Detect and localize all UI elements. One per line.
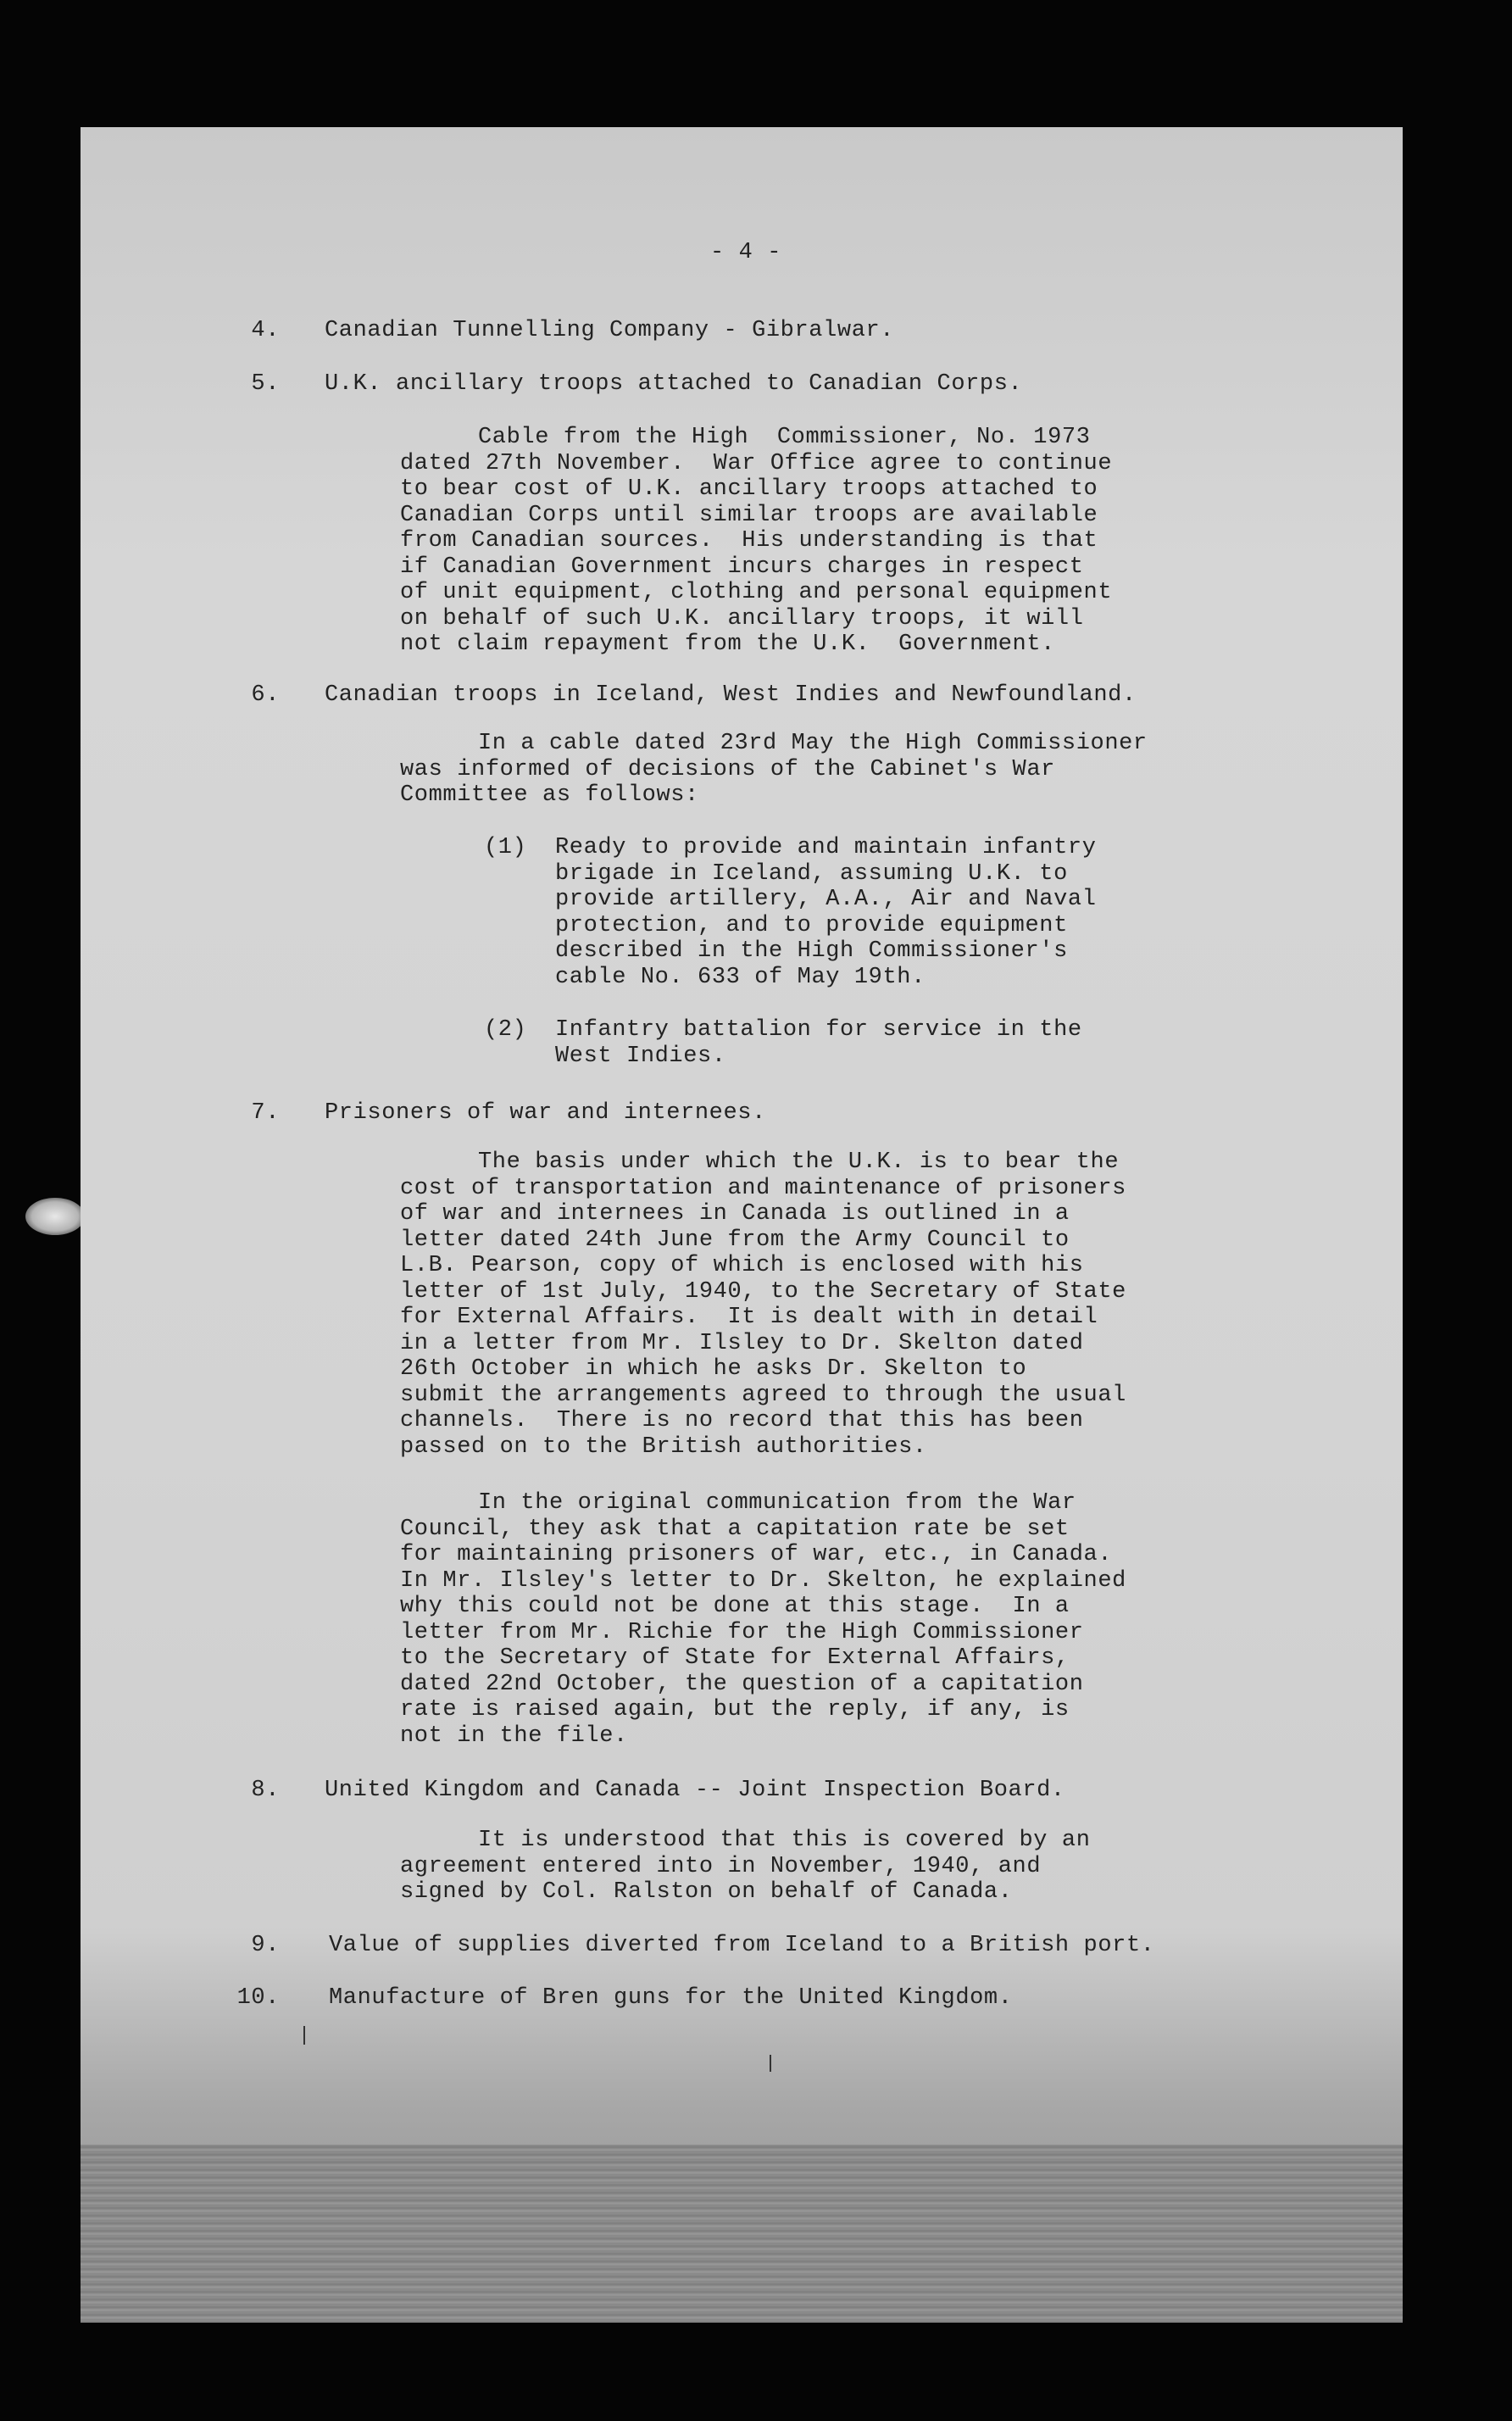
stray-mark <box>770 2055 771 2072</box>
item-title: United Kingdom and Canada -- Joint Inspection Board. <box>325 1778 1065 1803</box>
item-number: 4. <box>251 318 280 343</box>
item-number: 7. <box>251 1100 280 1126</box>
item-body: In a cable dated 23rd May the High Commissioner was informed of decisions of the Cabinet's War Committee as follows: <box>400 731 1148 808</box>
item-body: Cable from the High Commissioner, No. 1973 dated 27th November. War Office agree to continue to bear cost of U.K. ancillary troops attached to Canadian Corps until similar troops are available from Canadian sources. His understanding is that if Canadian Government incurs charges in respect of unit equipment, clothing and personal equipment on behalf of such U.K. ancillary troops, it will not claim repayment from the U.K. Government. <box>400 425 1113 657</box>
item-title: Prisoners of war and internees. <box>325 1100 766 1126</box>
item-number: 5. <box>251 371 280 397</box>
subitem-text: Infantry battalion for service in the West Indies. <box>555 1017 1082 1069</box>
item-title: U.K. ancillary troops attached to Canadian Corps. <box>325 371 1023 397</box>
item-body: The basis under which the U.K. is to bear the cost of transportation and maintenance of prisoners of war and internees in Canada is outlined in a letter dated 24th June from the Army Council to L.B. Pearson, copy of which is enclosed with his letter of 1st July, 1940, to the Secretary of State for External Affairs. It is dealt with in detail in a letter from Mr. Ilsley to Dr. Skelton dated 26th October in which he asks Dr. Skelton to submit the arrangements agreed to through the usual channels. There is no record that this has been passed on to the British authorities. <box>400 1149 1126 1460</box>
item-body-continued: In the original communication from the War Council, they ask that a capitation rate be set for maintaining prisoners of war, etc., in Canada. In Mr. Ilsley's letter to Dr. Skelton, he explained why this could not be done at this stage. In a letter from Mr. Richie for the High Commissioner to the Secretary of State for External Affairs, dated 22nd October, the question of a capitation rate is raised again, but the reply, if any, is not in the file. <box>400 1490 1126 1749</box>
subitem-number: (1) <box>484 835 527 860</box>
item-number: 10. <box>236 1985 280 2011</box>
film-light-spot <box>25 1198 85 1235</box>
item-number: 8. <box>251 1778 280 1803</box>
item-number: 6. <box>251 682 280 708</box>
stray-mark <box>303 2026 305 2045</box>
page-bottom-shading <box>81 2145 1403 2323</box>
item-body: It is understood that this is covered by an agreement entered into in November, 1940, and signed by Col. Ralston on behalf of Canada. <box>400 1828 1091 1905</box>
page-number: - 4 - <box>710 240 782 265</box>
item-title: Manufacture of Bren guns for the United Kingdom. <box>329 1985 1013 2011</box>
subitem-text: Ready to provide and maintain infantry brigade in Iceland, assuming U.K. to provide artillery, A.A., Air and Naval protection, and to provide equipment described in the High Commissioner's cable No. 633 of May 19th. <box>555 835 1097 990</box>
item-title: Value of supplies diverted from Iceland to a British port. <box>329 1933 1155 1958</box>
subitem-number: (2) <box>484 1017 527 1043</box>
item-number: 9. <box>251 1933 280 1958</box>
item-title: Canadian troops in Iceland, West Indies and Newfoundland. <box>325 682 1137 708</box>
item-title: Canadian Tunnelling Company - Gibralwar. <box>325 318 895 343</box>
